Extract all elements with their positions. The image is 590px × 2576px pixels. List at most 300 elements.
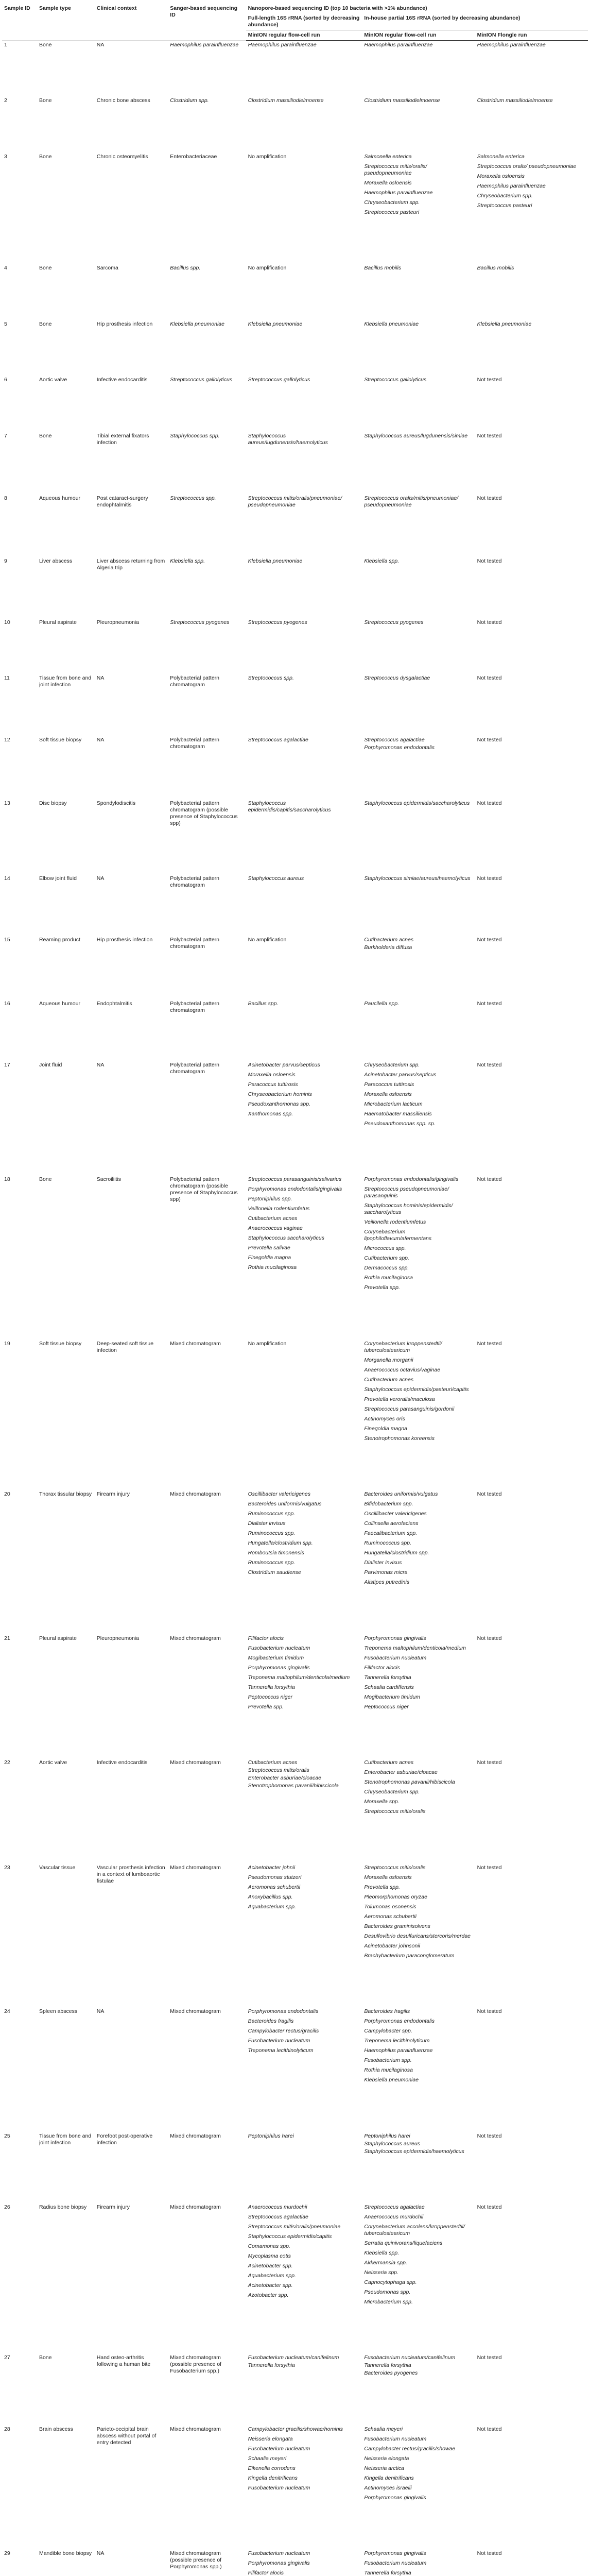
cell-sample-type: Bone — [39, 97, 52, 104]
cell-sample-id: 4 — [4, 265, 7, 272]
cell-sample-type: Aortic valve — [39, 1759, 67, 1766]
row-spacer-cell — [2, 953, 588, 999]
organism-entry: Schaalia cardiffensis — [364, 1684, 414, 1690]
table-row — [2, 1758, 588, 1817]
organism-entry: Not tested — [477, 1759, 502, 1766]
organism-entry: Porphyromonas endodontalis — [364, 2018, 435, 2025]
cell-sample-type: Spleen abscess — [39, 2008, 78, 2015]
row-spacer — [2, 953, 588, 999]
organism-entry: Aquabacterium spp. — [248, 1903, 296, 1910]
cell-clinical-context: Vascular prosthesis infection in a context of lumboaortic fistulae — [96, 1864, 165, 1884]
organism-entry: Chryseobacterium spp. — [477, 192, 533, 199]
organism-entry: Staphylococcus aureus — [364, 2140, 420, 2147]
organism-entry: Bacteroides fragilis — [364, 2008, 410, 2015]
organism-entry: Klebsiella pneumoniae — [364, 2077, 419, 2083]
organism-entry: Streptococcus spp. — [248, 675, 294, 682]
organism-entry: Streptococcus agalactiae — [364, 736, 425, 743]
row-spacer — [2, 511, 588, 556]
organism-entry: Campylobacter rectus/gracilis/showae — [364, 2445, 456, 2452]
organism-entry: Peptococcus niger — [364, 1703, 409, 1710]
row-spacer — [2, 330, 588, 376]
organism-entry: Brachybacterium paraconglomeratum — [364, 1952, 455, 1959]
cell-in-house-regular — [362, 674, 475, 689]
organism-entry: Not tested — [477, 1340, 502, 1347]
organism-entry: Not tested — [477, 1491, 502, 1498]
organism-entry: Not tested — [477, 2550, 502, 2557]
table-row — [2, 557, 588, 572]
cell-sample-type: Bone — [39, 265, 52, 272]
cell-sample-id: 8 — [4, 495, 7, 502]
cell-sanger: Polybacterial pattern chromatogram (possible presence of Staphylococcus spp) — [170, 800, 238, 827]
organism-entry: Anaerococcus murdochii — [364, 2213, 424, 2220]
table-row — [2, 494, 588, 511]
row-spacer — [2, 1588, 588, 1634]
cell-in-house-regular — [362, 152, 475, 218]
organism-entry: Not tested — [477, 800, 502, 807]
row-spacer-cell — [2, 385, 588, 431]
organism-entry: Microbacterium lacticum — [364, 1101, 423, 1107]
row-spacer — [2, 2379, 588, 2425]
table-row — [2, 1634, 588, 1713]
organism-entry: Chryseobacterium spp. — [364, 1789, 420, 1795]
header-minion-regular-partial: MinION regular flow-cell run — [362, 30, 475, 41]
table-row — [2, 2203, 588, 2308]
cell-sanger: Mixed chromatogram — [170, 1340, 221, 1347]
organism-entry: Tannerella forsythia — [248, 2362, 295, 2369]
organism-entry: Kingella denitrificans — [364, 2475, 414, 2481]
cell-in-house-flongle — [475, 1340, 588, 1444]
organism-entry: Streptococcus pseudopneumoniae/ parasanguinis — [364, 1186, 449, 1199]
organism-entry: Anaerococcus murdochii — [248, 2204, 307, 2210]
cell-clinical-context: Forefoot post-operative infection — [96, 2132, 153, 2146]
cell-clinical-context: Spondylodiscitis — [96, 800, 136, 807]
cell-sample-id: 28 — [4, 2426, 10, 2432]
organism-entry: Haemophilus parainfluenzae — [364, 42, 433, 48]
organism-entry: Not tested — [477, 2008, 502, 2015]
organism-entry: Peptoniphilus spp. — [248, 1196, 292, 1202]
cell-sample-id: 5 — [4, 320, 7, 327]
organism-entry: Acinetobacter spp. — [248, 2262, 293, 2269]
organism-entry: Porphyromonas endodontalis/gingivalis — [364, 1176, 459, 1183]
cell-in-house-regular — [362, 2203, 475, 2308]
row-spacer — [2, 106, 588, 152]
organism-entry: Not tested — [477, 1864, 502, 1871]
organism-entry: Salmonella enterica — [477, 153, 525, 160]
cell-sample-id: 29 — [4, 2550, 10, 2557]
cell-sanger: Mixed chromatogram — [170, 1759, 221, 1766]
organism-entry: Bacteroides uniformis/vulgatus — [248, 1501, 322, 1507]
cell-sanger: Polybacterial pattern chromatogram — [170, 1000, 220, 1013]
cell-sample-id: 15 — [4, 937, 10, 943]
cell-clinical-context: Infective endocarditis — [96, 1759, 148, 1766]
cell-clinical-context: Chronic bone abscess — [96, 97, 150, 104]
organism-entry: Treponema lecithinolyticum — [364, 2038, 430, 2044]
organism-entry: Filifactor alocis — [248, 2570, 284, 2576]
table-row — [2, 264, 588, 274]
cell-sample-id: 23 — [4, 1864, 10, 1871]
organism-entry: Filifactor alocis — [248, 1635, 284, 1641]
cell-clinical-context: Firearm injury — [96, 2204, 130, 2210]
organism-entry: Treponema lecithinolyticum — [248, 2047, 314, 2054]
organism-entry: Oscillibacter valericigenes — [364, 1511, 427, 1517]
cell-in-house-regular — [362, 2132, 475, 2157]
cell-sample-type: Tissue from bone and joint infection — [39, 675, 92, 688]
organism-entry: Desulfovibrio desulfuricans/stercoris/merdae — [364, 1933, 471, 1939]
organism-entry: Streptococcus gallolyticus — [364, 377, 427, 383]
organism-entry: Streptococcus parasanguinis/gordonii — [364, 1405, 455, 1412]
row-spacer — [2, 1961, 588, 2007]
cell-in-house-flongle — [475, 936, 588, 953]
organism-entry: Campylobacter spp. — [364, 2028, 412, 2035]
organism-entry: Anaerococcus vaginae — [248, 1225, 303, 1232]
cell-sample-type: Tissue from bone and joint infection — [39, 2132, 92, 2146]
cell-clinical-context: Chronic osteomyelitis — [96, 153, 148, 160]
row-spacer-cell — [2, 2308, 588, 2353]
cell-sample-type: Aortic valve — [39, 377, 67, 383]
organism-entry: Azotobacter spp. — [248, 2292, 289, 2298]
table-row — [2, 2132, 588, 2157]
row-spacer-cell — [2, 1015, 588, 1061]
cell-sample-id: 16 — [4, 1000, 10, 1007]
table-row — [2, 999, 588, 1015]
cell-full-length — [246, 432, 362, 448]
organism-entry: Treponema maltophilum/denticola/medium — [364, 1645, 466, 1651]
cell-in-house-flongle — [475, 1490, 588, 1588]
row-spacer-cell — [2, 1129, 588, 1175]
cell-sanger: Mixed chromatogram — [170, 1864, 221, 1871]
organism-entry: Not tested — [477, 495, 502, 502]
organism-entry: Finegoldia magna — [248, 1255, 291, 1261]
row-spacer — [2, 628, 588, 674]
organism-entry: Campylobacter gracilis/showae/hominis — [248, 2426, 343, 2432]
row-spacer-cell — [2, 330, 588, 376]
cell-full-length — [246, 41, 362, 51]
organism-entry: Streptococcus pasteuri — [364, 209, 420, 215]
cell-full-length — [246, 674, 362, 689]
organism-entry: Fusobacterium nucleatum — [364, 1654, 427, 1661]
cell-in-house-flongle — [475, 618, 588, 628]
organism-entry: Fusobacterium nucleatum — [364, 2435, 427, 2442]
organism-entry: Serratia quinivorans/liquefaciens — [364, 2240, 443, 2246]
organism-entry: Acinetobacter spp. — [248, 2282, 293, 2289]
organism-entry: Clostridium massiliodielmoense — [364, 97, 440, 104]
cell-clinical-context: NA — [96, 675, 105, 682]
table-row — [2, 2549, 588, 2576]
organism-entry: Rothia mucilaginosa — [364, 2067, 413, 2074]
table-row — [2, 799, 588, 828]
cell-full-length — [246, 494, 362, 511]
organism-entry: Streptococcus pyogenes — [248, 619, 307, 625]
organism-entry: Acinetobacter parvus/septicus — [364, 1072, 437, 1078]
cell-full-length — [246, 152, 362, 218]
table-row — [2, 618, 588, 628]
organism-entry: Streptococcus mitis/oralis/pneumoniae — [248, 2223, 341, 2230]
row-spacer-cell — [2, 2157, 588, 2203]
organism-entry: Fusobacterium nucleatum — [364, 2560, 427, 2567]
cell-in-house-flongle — [475, 1061, 588, 1129]
cell-in-house-regular — [362, 2353, 475, 2379]
organism-entry: Bacteroides fragilis — [248, 2018, 294, 2025]
organism-entry: Porphyromonas gingivalis — [364, 1635, 426, 1641]
organism-entry: Campylobacter rectus/gracilis — [248, 2028, 319, 2035]
table-row — [2, 376, 588, 385]
organism-entry: Porphyromonas gingivalis — [248, 1664, 310, 1671]
organism-entry: Ruminococcus spp. — [248, 1511, 296, 1517]
organism-entry: Not tested — [477, 736, 502, 743]
cell-sample-type: Pleural aspirate — [39, 619, 77, 625]
row-spacer — [2, 1817, 588, 1863]
cell-clinical-context: NA — [96, 1062, 105, 1068]
row-spacer-cell — [2, 448, 588, 494]
organism-entry: Staphylococcus epidermidis/saccharolyticus — [364, 800, 470, 807]
organism-entry: Neisseria arctica — [364, 2465, 405, 2471]
cell-full-length — [246, 936, 362, 953]
cell-sample-id: 6 — [4, 377, 7, 383]
organism-entry: Neisseria spp. — [364, 2269, 398, 2276]
row-spacer-cell — [2, 218, 588, 264]
cell-sample-type: Radius bone biopsy — [39, 2204, 87, 2210]
organism-entry: Dialister invisus — [364, 1560, 402, 1566]
table-row — [2, 41, 588, 51]
organism-entry: Staphylococcus epidermidis/capitis — [248, 2233, 332, 2240]
cell-in-house-flongle — [475, 2203, 588, 2308]
organism-entry: Prevotella spp. — [248, 1703, 284, 1710]
organism-entry: Staphylococcus saccharolyticus — [248, 1235, 324, 1242]
cell-in-house-regular — [362, 1061, 475, 1129]
table-row — [2, 936, 588, 953]
cell-in-house-regular — [362, 1634, 475, 1713]
cell-sanger: Bacillus spp. — [170, 265, 201, 272]
cell-sample-id: 22 — [4, 1759, 10, 1766]
cell-clinical-context: NA — [96, 2550, 105, 2557]
cell-in-house-flongle — [475, 1175, 588, 1293]
organism-entry: Not tested — [477, 619, 502, 625]
cell-sanger: Mixed chromatogram — [170, 1635, 221, 1641]
cell-in-house-flongle — [475, 96, 588, 106]
cell-in-house-flongle — [475, 152, 588, 218]
organism-entry: Paracoccus tuttirosis — [248, 1081, 298, 1088]
organism-entry: Salmonella enterica — [364, 153, 412, 160]
cell-in-house-flongle — [475, 1863, 588, 1961]
cell-sample-type: Aqueous humour — [39, 1000, 80, 1007]
organism-entry: Streptococcus agalactiae — [248, 736, 308, 743]
organism-entry: Not tested — [477, 875, 502, 882]
organism-entry: Anaerococcus octavius/vaginae — [364, 1366, 441, 1373]
organism-entry: Staphylococcus aureus/lugdunensis/simiae — [364, 432, 468, 439]
organism-entry: Haemophilus parainfluenzae — [364, 2047, 433, 2054]
organism-entry: Fusobacterium nucleatum — [248, 1645, 310, 1651]
organism-entry: Porphyromonas gingivalis — [364, 2550, 426, 2557]
organism-entry: Aeromonas schubertii — [364, 1913, 417, 1920]
organism-entry: Cutibacterium acnes — [364, 937, 414, 943]
organism-entry: Mogibacterium timidum — [364, 1693, 420, 1700]
organism-entry: Anoxybacillus spp. — [248, 1893, 293, 1900]
organism-entry: Hungatella/clostridium spp. — [248, 1540, 313, 1547]
header-clinical-context: Clinical context — [96, 5, 137, 11]
cell-in-house-regular — [362, 494, 475, 511]
cell-in-house-flongle — [475, 2353, 588, 2379]
row-spacer-cell — [2, 1588, 588, 1634]
cell-clinical-context: NA — [95, 41, 168, 51]
organism-entry: Moraxella osloensis — [364, 1874, 412, 1880]
organism-entry: Porphyromonas endodontalis — [364, 744, 435, 751]
header-full-length: Full-length 16S rRNA (sorted by decreasing abundance) — [246, 13, 362, 30]
cell-in-house-flongle — [475, 320, 588, 330]
organism-entry: No amplification — [248, 153, 287, 160]
organism-entry: Fusobacterium nucleatum/canifelinum — [364, 2354, 456, 2361]
row-spacer-cell — [2, 1444, 588, 1490]
organism-entry: Prevotella veroralis/maculosa — [364, 1396, 435, 1402]
cell-sample-id: 27 — [4, 2354, 10, 2361]
row-spacer — [2, 753, 588, 799]
cell-in-house-regular — [362, 320, 475, 330]
cell-in-house-flongle — [475, 2132, 588, 2157]
cell-sample-type: Joint fluid — [39, 1062, 62, 1068]
cell-sample-type: Bone — [39, 153, 52, 160]
cell-sanger: Mixed chromatogram — [170, 2426, 221, 2432]
cell-in-house-flongle — [475, 736, 588, 753]
cell-in-house-flongle — [475, 1634, 588, 1713]
organism-entry: Streptococcus oralis/ pseudopneumoniae — [477, 163, 577, 170]
cell-sample-id: 11 — [4, 675, 10, 682]
organism-entry: Haemophilus parainfluenzae — [364, 189, 433, 196]
table-header — [2, 3, 588, 41]
cell-full-length — [246, 736, 362, 753]
header-sanger: Sanger-based sequencing ID — [170, 5, 237, 18]
cell-in-house-regular — [362, 618, 475, 628]
organism-entry: Not tested — [477, 2354, 502, 2361]
organism-entry: Bacillus spp. — [248, 1000, 279, 1007]
organism-entry: Finegoldia magna — [364, 1425, 407, 1432]
organism-entry: Corynebacterium accolens/kroppenstedtii/ tuberculostearicum — [364, 2223, 465, 2236]
organism-entry: No amplification — [248, 1340, 287, 1347]
cell-sample-type: Liver abscess — [39, 557, 73, 564]
cell-sanger: Mixed chromatogram (possible presence of Fusobacterium spp.) — [170, 2354, 222, 2375]
table-row — [2, 1490, 588, 1588]
table-row — [2, 1061, 588, 1129]
cell-clinical-context: Hand osteo-arthritis following a human bite — [96, 2354, 151, 2368]
organism-entry: Peptococcus niger — [248, 1693, 292, 1700]
cell-sample-id: 9 — [4, 557, 7, 564]
cell-sample-type: Reaming product — [39, 937, 80, 943]
cell-full-length — [246, 1061, 362, 1129]
organism-entry: Mogibacterium timidum — [248, 1654, 304, 1661]
organism-entry: Not tested — [477, 377, 502, 383]
cell-full-length — [246, 1863, 362, 1961]
organism-entry: Pseudoxanthomonas spp. — [248, 1101, 310, 1107]
organism-entry: Alistipes putredinis — [364, 1579, 409, 1586]
cell-sample-type: Elbow joint fluid — [39, 875, 77, 882]
cell-sanger: Polybacterial pattern chromatogram (possible presence of Staphylococcus spp) — [170, 1176, 238, 1203]
cell-in-house-flongle — [475, 874, 588, 890]
cell-sanger: Haemophilus parainfluenzae — [168, 41, 246, 51]
cell-full-length — [246, 264, 362, 274]
row-spacer-cell — [2, 2379, 588, 2425]
organism-entry: Akkermansia spp. — [364, 2259, 407, 2266]
cell-in-house-regular — [362, 1175, 475, 1293]
row-spacer — [2, 2157, 588, 2203]
organism-entry: Cutibacterium acnes — [364, 1376, 414, 1383]
cell-sample-type: Mandible bone biopsy — [39, 2550, 92, 2557]
organism-entry: Not tested — [477, 675, 502, 682]
organism-entry: Pseudomonas stutzeri — [248, 1874, 302, 1880]
cell-clinical-context: Tibial external fixators infection — [96, 432, 149, 446]
row-spacer — [2, 1015, 588, 1061]
cell-clinical-context: Sarcoma — [96, 265, 118, 272]
cell-in-house-flongle — [475, 557, 588, 572]
cell-sample-id: 1 — [2, 41, 37, 51]
cell-full-length — [246, 1758, 362, 1817]
cell-clinical-context: NA — [96, 736, 105, 743]
organism-entry: Prevotella spp. — [364, 1884, 400, 1890]
cell-sanger: Mixed chromatogram — [170, 1491, 221, 1498]
cell-sample-id: 17 — [4, 1062, 10, 1068]
table-row — [2, 2425, 588, 2503]
organism-entry: Chryseobacterium hominis — [248, 1091, 312, 1097]
organism-entry: Fusobacterium nucleatum/canifelinum — [248, 2354, 339, 2361]
cell-sample-id: 25 — [4, 2132, 10, 2139]
cell-sample-type: Vascular tissue — [39, 1864, 76, 1871]
cell-full-length — [246, 1175, 362, 1293]
cell-sanger: Streptococcus spp. — [170, 495, 216, 502]
cell-full-length — [246, 999, 362, 1015]
organism-entry: Moraxella osloensis — [364, 1091, 412, 1097]
cell-clinical-context: Firearm injury — [96, 1491, 130, 1498]
row-spacer-cell — [2, 106, 588, 152]
cell-in-house-regular — [362, 96, 475, 106]
header-in-house: In-house partial 16S rRNA (sorted by decreasing abundance) — [362, 13, 588, 30]
cell-in-house-regular — [362, 2549, 475, 2576]
cell-sample-id: 19 — [4, 1340, 10, 1347]
cell-sample-id: 24 — [4, 2008, 10, 2015]
table-row — [2, 96, 588, 106]
organism-entry: Faecalibacterium spp. — [364, 1530, 418, 1537]
organism-entry: Comamonas spp. — [248, 2243, 290, 2249]
cell-clinical-context: Sacroiliitis — [96, 1176, 122, 1183]
row-spacer-cell — [2, 689, 588, 735]
organism-entry: Bacteroides pyogenes — [364, 2370, 418, 2377]
cell-in-house-flongle — [475, 2007, 588, 2086]
row-spacer-cell — [2, 753, 588, 799]
cell-in-house-regular — [362, 1490, 475, 1588]
row-spacer-cell — [2, 1961, 588, 2007]
cell-in-house-regular — [362, 999, 475, 1015]
cell-in-house-regular — [362, 2007, 475, 2086]
cell-sample-type: Bone — [39, 432, 52, 439]
organism-entry: Porphyromonas endodontalis/gingivalis — [248, 1186, 342, 1193]
organism-entry: Staphylococcus simiae/aureus/haemolyticus — [364, 875, 471, 882]
row-spacer-cell — [2, 511, 588, 556]
cell-sample-type: Thorax tissular biopsy — [39, 1491, 92, 1498]
organism-entry: Capnocytophaga spp. — [364, 2279, 417, 2285]
row-spacer — [2, 274, 588, 319]
cell-sanger: Polybacterial pattern chromatogram — [170, 1062, 220, 1075]
table-row — [2, 1340, 588, 1444]
row-spacer — [2, 2086, 588, 2131]
organism-entry: Klebsiella pneumoniae — [248, 557, 303, 564]
table-body — [2, 41, 588, 2576]
row-spacer-cell — [2, 2086, 588, 2131]
organism-entry: Peptoniphilus harei — [248, 2132, 294, 2139]
cell-sanger: Mixed chromatogram (possible presence of Porphyromonas spp.) — [170, 2550, 222, 2570]
organism-entry: Acinetobacter johnii — [248, 1864, 296, 1871]
organism-entry: Pleomorphomonas oryzae — [364, 1893, 427, 1900]
organism-entry: Streptococcus pyogenes — [364, 619, 424, 625]
organism-entry: Moraxella osloensis — [364, 179, 412, 186]
cell-in-house-regular — [362, 376, 475, 385]
organism-entry: Haemophilus parainfluenzae — [477, 42, 546, 48]
cell-sample-id: 18 — [4, 1176, 10, 1183]
